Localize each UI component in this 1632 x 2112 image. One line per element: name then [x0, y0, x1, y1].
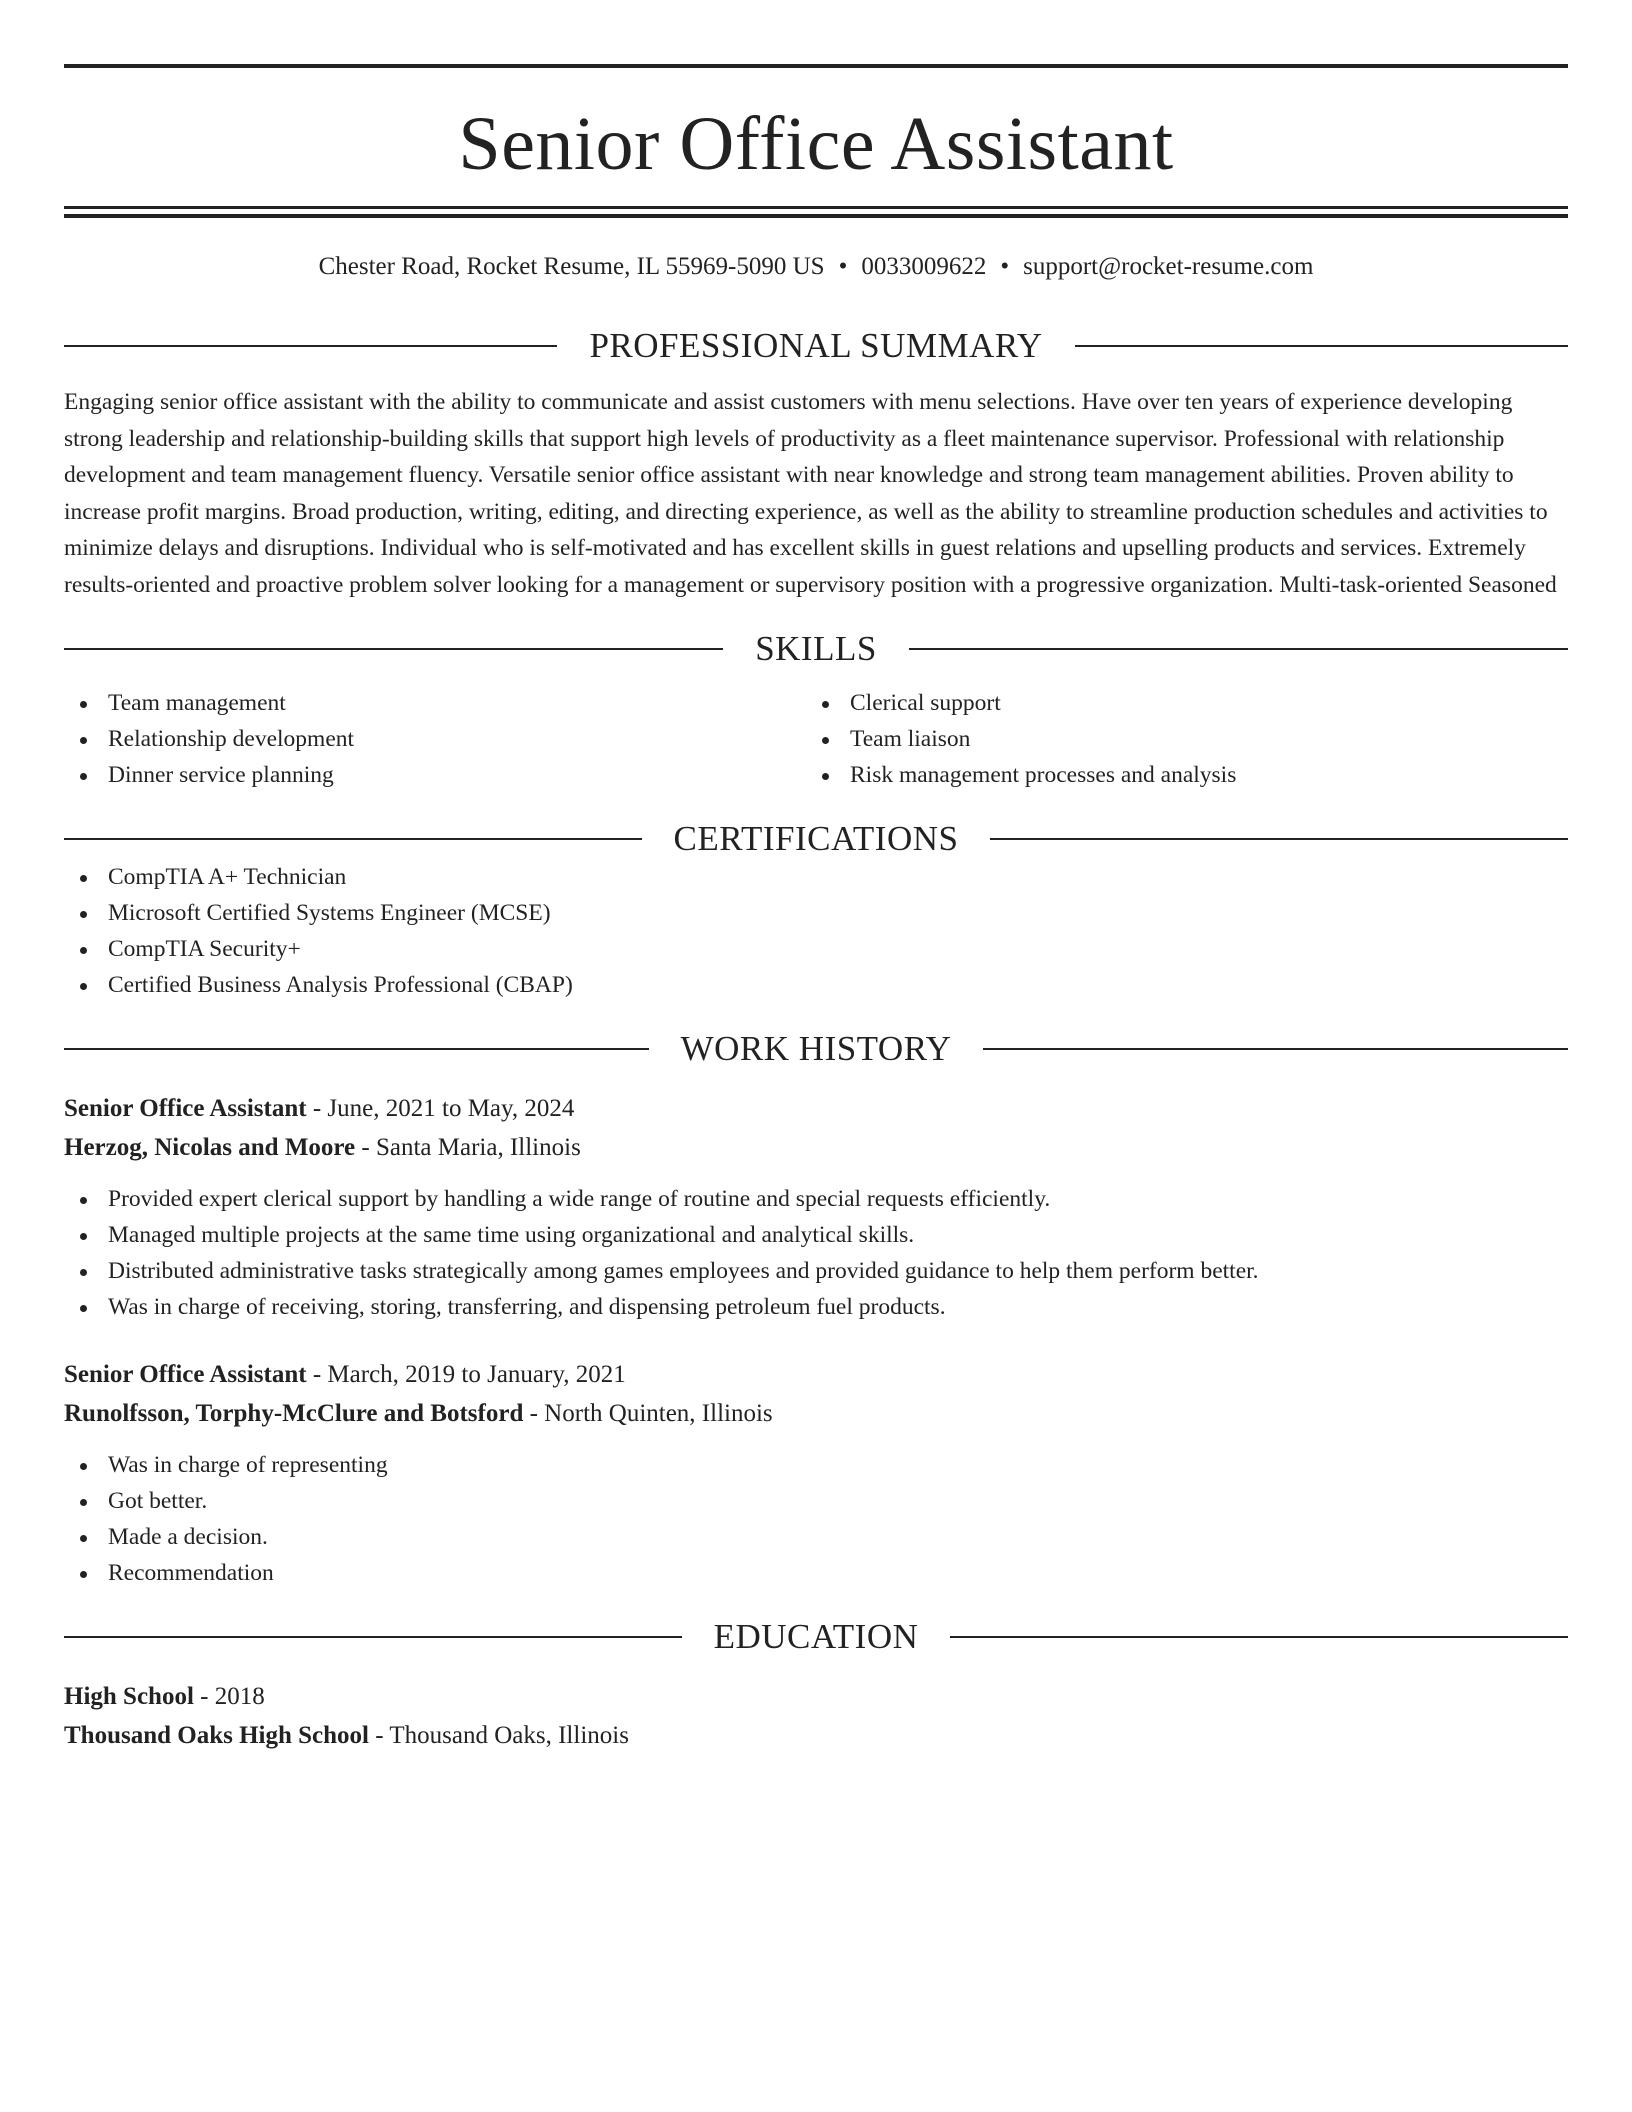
skills-heading-label: SKILLS [755, 629, 877, 668]
heading-rule-right [990, 838, 1568, 840]
summary-heading-label: PROFESSIONAL SUMMARY [589, 326, 1043, 365]
job-location: - Santa Maria, Illinois [361, 1134, 581, 1161]
job-entry [64, 1355, 1568, 1591]
job-company: Runolfsson, Torphy-McClure and Botsford [64, 1400, 524, 1427]
skills-column-right [806, 685, 1548, 793]
skill-item: Dinner service planning [64, 757, 806, 793]
heading-rule-left [64, 1048, 649, 1050]
heading-rule-left [64, 838, 642, 840]
job-bullets [64, 1447, 1568, 1591]
education-degree: High School [64, 1683, 194, 1710]
top-divider [64, 64, 1568, 68]
contact-separator: • [838, 253, 848, 280]
education-school-line [64, 1716, 1568, 1755]
job-company: Herzog, Nicolas and Moore [64, 1134, 356, 1161]
skills-heading [64, 629, 1568, 669]
certifications-heading [64, 819, 1568, 859]
job-company-line [64, 1394, 1568, 1433]
job-location: - North Quinten, Illinois [529, 1400, 773, 1427]
summary-heading [64, 326, 1568, 366]
summary-text: Engaging senior office assistant with the ability to communicate and assist customers with menu selections. Have over ten years of experience developing strong leadership and relationship-building skills that support high levels of productivity as a fleet maintenance supervisor. Professional with relationship development and team management fluency. Versatile senior office assistant with near knowledge and strong team management abilities. Proven ability to increase profit margins. Broad production, writing, editing, and directing experience, as well as the ability to streamline production schedules and activities to minimize delays and disruptions. Individual who is self-motivated and has excellent skills in guest relations and upselling products and services. Extremely results-oriented and proactive problem solver looking for a management or supervisory position with a progressive organization. Multi-task-oriented Seasoned [64, 389, 1557, 598]
heading-rule-right [950, 1636, 1568, 1638]
job-bullets [64, 1181, 1568, 1325]
skill-item: Team liaison [806, 721, 1548, 757]
job-dates: - June, 2021 to May, 2024 [312, 1095, 575, 1122]
job-title: Senior Office Assistant [64, 1361, 307, 1388]
certification-item: CompTIA Security+ [64, 931, 1568, 967]
education-school: Thousand Oaks High School [64, 1722, 369, 1749]
job-bullet: Recommendation [64, 1555, 1568, 1591]
work-history-heading [64, 1029, 1568, 1069]
skill-item: Team management [64, 685, 806, 721]
skill-item: Relationship development [64, 721, 806, 757]
contact-phone[interactable]: 0033009622 [861, 253, 987, 280]
heading-rule-left [64, 345, 557, 347]
job-title-line [64, 1355, 1568, 1394]
certifications-list [64, 859, 1568, 1003]
job-bullet: Was in charge of representing [64, 1447, 1568, 1483]
job-title: Senior Office Assistant [64, 1095, 307, 1122]
skills-column-left [64, 685, 806, 793]
certification-item: Microsoft Certified Systems Engineer (MCSE) [64, 895, 1568, 931]
skill-item: Clerical support [806, 685, 1548, 721]
certification-item: Certified Business Analysis Professional (CBAP) [64, 967, 1568, 1003]
skill-item: Risk management processes and analysis [806, 757, 1548, 793]
certification-item: CompTIA A+ Technician [64, 859, 1568, 895]
heading-rule-left [64, 648, 723, 650]
certifications-heading-label: CERTIFICATIONS [673, 819, 959, 858]
education-heading [64, 1617, 1568, 1657]
skills-grid [64, 685, 1568, 793]
job-company-line [64, 1128, 1568, 1167]
education-year: - 2018 [200, 1683, 265, 1710]
education-degree-line [64, 1677, 1568, 1716]
contact-line [64, 252, 1568, 282]
job-bullet: Made a decision. [64, 1519, 1568, 1555]
contact-email[interactable]: support@rocket-resume.com [1023, 253, 1314, 280]
heading-rule-right [1075, 345, 1568, 347]
resume-title: Senior Office Assistant [458, 102, 1174, 186]
education-heading-label: EDUCATION [713, 1617, 919, 1656]
education-entry [64, 1677, 1568, 1755]
job-title-line [64, 1089, 1568, 1128]
heading-rule-left [64, 1636, 682, 1638]
heading-rule-right [983, 1048, 1568, 1050]
job-dates: - March, 2019 to January, 2021 [312, 1361, 626, 1388]
job-bullet: Managed multiple projects at the same time using organizational and analytical skills. [64, 1217, 1568, 1253]
contact-address: Chester Road, Rocket Resume, IL 55969-5090 US [318, 253, 825, 280]
job-entry [64, 1089, 1568, 1325]
job-bullet: Was in charge of receiving, storing, transferring, and dispensing petroleum fuel products. [64, 1289, 1568, 1325]
job-bullet: Got better. [64, 1483, 1568, 1519]
heading-rule-right [909, 648, 1568, 650]
job-bullet: Distributed administrative tasks strategically among games employees and provided guidance to help them perform better. [64, 1253, 1568, 1289]
title-double-divider [64, 206, 1568, 218]
work-history-heading-label: WORK HISTORY [680, 1029, 952, 1068]
contact-separator: • [1000, 253, 1010, 280]
job-bullet: Provided expert clerical support by handling a wide range of routine and special requests efficiently. [64, 1181, 1568, 1217]
resume-page [64, 64, 1568, 1755]
education-location: - Thousand Oaks, Illinois [375, 1722, 629, 1749]
